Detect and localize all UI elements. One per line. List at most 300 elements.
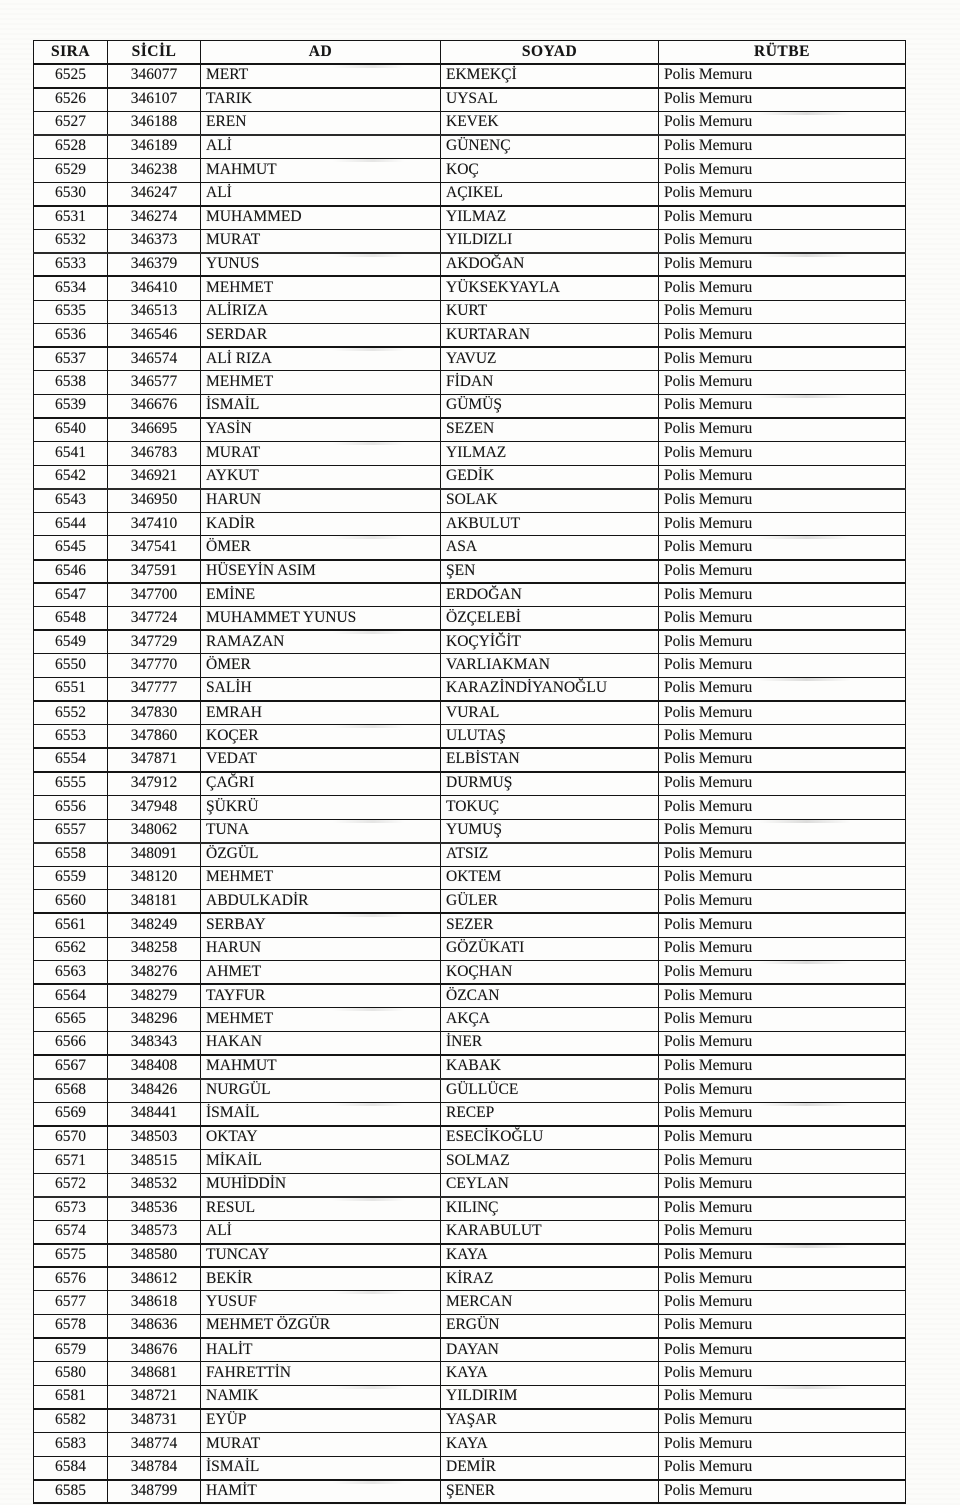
cell-rutbe: Polis Memuru	[659, 442, 906, 466]
cell-sicil: 348580	[108, 1244, 201, 1268]
cell-rutbe: Polis Memuru	[659, 512, 906, 536]
cell-ad: KADİR	[201, 512, 441, 536]
cell-sicil: 348681	[108, 1362, 201, 1386]
cell-ad: MEHMET	[201, 276, 441, 300]
cell-ad: İSMAİL	[201, 1102, 441, 1126]
cell-ad: MEHMET ÖZGÜR	[201, 1315, 441, 1339]
cell-sicil: 347700	[108, 583, 201, 607]
table-row	[34, 725, 906, 749]
cell-rutbe: Polis Memuru	[659, 1291, 906, 1315]
cell-ad: ALİRIZA	[201, 300, 441, 324]
cell-sira: 6559	[34, 866, 108, 890]
cell-ad: HARUN	[201, 489, 441, 513]
cell-ad: EREN	[201, 111, 441, 135]
cell-rutbe: Polis Memuru	[659, 961, 906, 985]
table-row	[34, 1220, 906, 1244]
cell-rutbe: Polis Memuru	[659, 206, 906, 230]
cell-ad: ŞÜKRÜ	[201, 796, 441, 820]
cell-sira: 6570	[34, 1126, 108, 1150]
cell-sicil: 346513	[108, 300, 201, 324]
cell-sicil: 348296	[108, 1008, 201, 1032]
cell-sira: 6535	[34, 300, 108, 324]
cell-sira: 6537	[34, 347, 108, 371]
cell-rutbe: Polis Memuru	[659, 394, 906, 418]
table-row	[34, 229, 906, 253]
cell-ad: YUNUS	[201, 253, 441, 277]
cell-soyad: OKTEM	[441, 866, 659, 890]
cell-sicil: 347541	[108, 536, 201, 560]
cell-soyad: AKÇA	[441, 1008, 659, 1032]
cell-soyad: ÖZCAN	[441, 984, 659, 1008]
table-row	[34, 1079, 906, 1103]
table-row	[34, 512, 906, 536]
cell-sicil: 347912	[108, 772, 201, 796]
cell-soyad: EKMEKÇİ	[441, 64, 659, 88]
cell-sira: 6547	[34, 583, 108, 607]
cell-soyad: AKDOĞAN	[441, 253, 659, 277]
cell-sicil: 348258	[108, 937, 201, 961]
cell-ad: MUHAMMET YUNUS	[201, 607, 441, 631]
table-row	[34, 253, 906, 277]
cell-ad: AYKUT	[201, 465, 441, 489]
table-row	[34, 394, 906, 418]
cell-ad: RAMAZAN	[201, 630, 441, 654]
table-row	[34, 1267, 906, 1291]
cell-sicil: 346373	[108, 229, 201, 253]
table-row	[34, 796, 906, 820]
table-row	[34, 324, 906, 348]
table-row	[34, 418, 906, 442]
cell-sicil: 347948	[108, 796, 201, 820]
cell-rutbe: Polis Memuru	[659, 135, 906, 159]
cell-soyad: TOKUÇ	[441, 796, 659, 820]
cell-soyad: SOLMAZ	[441, 1149, 659, 1173]
cell-sira: 6581	[34, 1385, 108, 1409]
cell-soyad: VURAL	[441, 701, 659, 725]
cell-soyad: KARAZİNDİYANOĞLU	[441, 678, 659, 702]
cell-sira: 6530	[34, 182, 108, 206]
cell-rutbe: Polis Memuru	[659, 1480, 906, 1504]
cell-rutbe: Polis Memuru	[659, 253, 906, 277]
table-row	[34, 135, 906, 159]
column-header-soyad: SOYAD	[441, 41, 659, 65]
cell-rutbe: Polis Memuru	[659, 630, 906, 654]
table-row	[34, 937, 906, 961]
cell-soyad: RECEP	[441, 1102, 659, 1126]
table-row	[34, 1291, 906, 1315]
table-row	[34, 560, 906, 584]
table-row	[34, 1456, 906, 1480]
cell-sicil: 347871	[108, 748, 201, 772]
cell-rutbe: Polis Memuru	[659, 678, 906, 702]
cell-sira: 6582	[34, 1409, 108, 1433]
cell-soyad: ELBİSTAN	[441, 748, 659, 772]
cell-rutbe: Polis Memuru	[659, 890, 906, 914]
cell-sicil: 348091	[108, 843, 201, 867]
cell-sicil: 347591	[108, 560, 201, 584]
cell-sira: 6533	[34, 253, 108, 277]
cell-soyad: KOÇYİĞİT	[441, 630, 659, 654]
cell-sira: 6569	[34, 1102, 108, 1126]
cell-ad: MAHMUT	[201, 1055, 441, 1079]
cell-soyad: AÇIKEL	[441, 182, 659, 206]
cell-ad: VEDAT	[201, 748, 441, 772]
table-row	[34, 843, 906, 867]
cell-rutbe: Polis Memuru	[659, 1126, 906, 1150]
cell-rutbe: Polis Memuru	[659, 1385, 906, 1409]
cell-sicil: 348676	[108, 1338, 201, 1362]
cell-rutbe: Polis Memuru	[659, 772, 906, 796]
cell-sira: 6585	[34, 1480, 108, 1504]
column-header-sira: SIRA	[34, 41, 108, 65]
cell-soyad: ASA	[441, 536, 659, 560]
cell-rutbe: Polis Memuru	[659, 701, 906, 725]
cell-soyad: KOÇ	[441, 158, 659, 182]
cell-sicil: 348532	[108, 1173, 201, 1197]
table-row	[34, 1055, 906, 1079]
table-row	[34, 347, 906, 371]
cell-sira: 6536	[34, 324, 108, 348]
cell-sicil: 348612	[108, 1267, 201, 1291]
cell-sicil: 346107	[108, 88, 201, 112]
cell-ad: MEHMET	[201, 1008, 441, 1032]
cell-sira: 6526	[34, 88, 108, 112]
cell-soyad: SEZEN	[441, 418, 659, 442]
cell-ad: HAKAN	[201, 1031, 441, 1055]
cell-soyad: ERDOĞAN	[441, 583, 659, 607]
cell-rutbe: Polis Memuru	[659, 1055, 906, 1079]
table-row	[34, 489, 906, 513]
table-row	[34, 1409, 906, 1433]
cell-rutbe: Polis Memuru	[659, 158, 906, 182]
cell-ad: ALİ	[201, 135, 441, 159]
cell-sicil: 346189	[108, 135, 201, 159]
cell-sicil: 346410	[108, 276, 201, 300]
table-row	[34, 158, 906, 182]
cell-sicil: 347777	[108, 678, 201, 702]
cell-sicil: 346676	[108, 394, 201, 418]
cell-sicil: 348408	[108, 1055, 201, 1079]
cell-ad: NAMIK	[201, 1385, 441, 1409]
cell-sira: 6568	[34, 1079, 108, 1103]
table-row	[34, 654, 906, 678]
table-row	[34, 1126, 906, 1150]
cell-rutbe: Polis Memuru	[659, 1433, 906, 1457]
cell-sira: 6531	[34, 206, 108, 230]
cell-soyad: YILDIRIM	[441, 1385, 659, 1409]
cell-soyad: GÖZÜKATI	[441, 937, 659, 961]
cell-soyad: DEMİR	[441, 1456, 659, 1480]
cell-sira: 6574	[34, 1220, 108, 1244]
cell-sira: 6554	[34, 748, 108, 772]
cell-ad: ALİ RIZA	[201, 347, 441, 371]
column-header-rutbe: RÜTBE	[659, 41, 906, 65]
cell-rutbe: Polis Memuru	[659, 300, 906, 324]
cell-sira: 6561	[34, 913, 108, 937]
cell-rutbe: Polis Memuru	[659, 984, 906, 1008]
cell-soyad: İNER	[441, 1031, 659, 1055]
cell-soyad: ŞEN	[441, 560, 659, 584]
cell-rutbe: Polis Memuru	[659, 937, 906, 961]
table-row	[34, 1008, 906, 1032]
cell-rutbe: Polis Memuru	[659, 324, 906, 348]
cell-soyad: SOLAK	[441, 489, 659, 513]
cell-rutbe: Polis Memuru	[659, 1079, 906, 1103]
table-row	[34, 276, 906, 300]
cell-soyad: KARABULUT	[441, 1220, 659, 1244]
cell-rutbe: Polis Memuru	[659, 1197, 906, 1221]
table-row	[34, 772, 906, 796]
cell-sira: 6539	[34, 394, 108, 418]
cell-sira: 6548	[34, 607, 108, 631]
cell-ad: HAMİT	[201, 1480, 441, 1504]
cell-sira: 6558	[34, 843, 108, 867]
cell-sicil: 348731	[108, 1409, 201, 1433]
cell-rutbe: Polis Memuru	[659, 583, 906, 607]
cell-rutbe: Polis Memuru	[659, 276, 906, 300]
cell-ad: SERDAR	[201, 324, 441, 348]
cell-sicil: 346379	[108, 253, 201, 277]
cell-sicil: 348503	[108, 1126, 201, 1150]
cell-ad: NURGÜL	[201, 1079, 441, 1103]
table-row	[34, 678, 906, 702]
cell-ad: TAYFUR	[201, 984, 441, 1008]
cell-rutbe: Polis Memuru	[659, 1338, 906, 1362]
cell-sira: 6575	[34, 1244, 108, 1268]
cell-rutbe: Polis Memuru	[659, 347, 906, 371]
cell-sicil: 348276	[108, 961, 201, 985]
cell-rutbe: Polis Memuru	[659, 418, 906, 442]
cell-ad: MERT	[201, 64, 441, 88]
table-row	[34, 1149, 906, 1173]
cell-ad: EYÜP	[201, 1409, 441, 1433]
cell-rutbe: Polis Memuru	[659, 1244, 906, 1268]
cell-rutbe: Polis Memuru	[659, 465, 906, 489]
cell-sira: 6529	[34, 158, 108, 182]
cell-rutbe: Polis Memuru	[659, 88, 906, 112]
cell-sicil: 346577	[108, 371, 201, 395]
cell-rutbe: Polis Memuru	[659, 1173, 906, 1197]
cell-ad: MAHMUT	[201, 158, 441, 182]
cell-rutbe: Polis Memuru	[659, 913, 906, 937]
cell-ad: EMİNE	[201, 583, 441, 607]
cell-rutbe: Polis Memuru	[659, 1149, 906, 1173]
cell-sicil: 348784	[108, 1456, 201, 1480]
cell-rutbe: Polis Memuru	[659, 725, 906, 749]
table-row	[34, 206, 906, 230]
cell-ad: MİKAİL	[201, 1149, 441, 1173]
cell-soyad: YAŞAR	[441, 1409, 659, 1433]
table-row	[34, 64, 906, 88]
cell-ad: AHMET	[201, 961, 441, 985]
cell-sira: 6577	[34, 1291, 108, 1315]
cell-sicil: 346188	[108, 111, 201, 135]
cell-sicil: 347830	[108, 701, 201, 725]
cell-sira: 6571	[34, 1149, 108, 1173]
cell-sicil: 348774	[108, 1433, 201, 1457]
table-row	[34, 1385, 906, 1409]
cell-soyad: MERCAN	[441, 1291, 659, 1315]
cell-soyad: UYSAL	[441, 88, 659, 112]
table-row	[34, 583, 906, 607]
cell-ad: ÖZGÜL	[201, 843, 441, 867]
cell-sira: 6584	[34, 1456, 108, 1480]
cell-sicil: 346950	[108, 489, 201, 513]
cell-ad: SERBAY	[201, 913, 441, 937]
cell-sira: 6538	[34, 371, 108, 395]
cell-sira: 6541	[34, 442, 108, 466]
cell-sicil: 348536	[108, 1197, 201, 1221]
cell-soyad: FİDAN	[441, 371, 659, 395]
cell-ad: OKTAY	[201, 1126, 441, 1150]
table-row	[34, 88, 906, 112]
cell-sicil: 348573	[108, 1220, 201, 1244]
cell-ad: ABDULKADİR	[201, 890, 441, 914]
cell-soyad: YÜKSEKYAYLA	[441, 276, 659, 300]
cell-rutbe: Polis Memuru	[659, 1220, 906, 1244]
cell-rutbe: Polis Memuru	[659, 1315, 906, 1339]
cell-rutbe: Polis Memuru	[659, 489, 906, 513]
cell-sira: 6564	[34, 984, 108, 1008]
cell-soyad: AKBULUT	[441, 512, 659, 536]
cell-sira: 6543	[34, 489, 108, 513]
cell-ad: TUNA	[201, 819, 441, 843]
table-row	[34, 701, 906, 725]
cell-sicil: 346247	[108, 182, 201, 206]
cell-rutbe: Polis Memuru	[659, 843, 906, 867]
table-row	[34, 866, 906, 890]
cell-soyad: YILMAZ	[441, 206, 659, 230]
table-row	[34, 630, 906, 654]
cell-rutbe: Polis Memuru	[659, 1031, 906, 1055]
cell-sicil: 348343	[108, 1031, 201, 1055]
header-row	[34, 41, 906, 65]
cell-rutbe: Polis Memuru	[659, 866, 906, 890]
cell-ad: MEHMET	[201, 371, 441, 395]
cell-sira: 6578	[34, 1315, 108, 1339]
cell-ad: EMRAH	[201, 701, 441, 725]
cell-sicil: 347724	[108, 607, 201, 631]
cell-soyad: KURT	[441, 300, 659, 324]
cell-sira: 6553	[34, 725, 108, 749]
cell-soyad: GEDİK	[441, 465, 659, 489]
cell-sicil: 348249	[108, 913, 201, 937]
cell-soyad: KİRAZ	[441, 1267, 659, 1291]
cell-ad: MURAT	[201, 1433, 441, 1457]
column-header-ad: AD	[201, 41, 441, 65]
cell-sicil: 346238	[108, 158, 201, 182]
cell-soyad: SEZER	[441, 913, 659, 937]
cell-sicil: 347860	[108, 725, 201, 749]
cell-soyad: GÜLER	[441, 890, 659, 914]
cell-sira: 6525	[34, 64, 108, 88]
cell-soyad: CEYLAN	[441, 1173, 659, 1197]
cell-rutbe: Polis Memuru	[659, 796, 906, 820]
cell-soyad: KILINÇ	[441, 1197, 659, 1221]
cell-ad: ALİ	[201, 1220, 441, 1244]
cell-rutbe: Polis Memuru	[659, 560, 906, 584]
cell-sicil: 346783	[108, 442, 201, 466]
cell-sicil: 347410	[108, 512, 201, 536]
cell-sira: 6549	[34, 630, 108, 654]
cell-sira: 6555	[34, 772, 108, 796]
cell-ad: RESUL	[201, 1197, 441, 1221]
cell-sira: 6552	[34, 701, 108, 725]
cell-sira: 6560	[34, 890, 108, 914]
table-row	[34, 536, 906, 560]
cell-sicil: 348426	[108, 1079, 201, 1103]
cell-ad: HALİT	[201, 1338, 441, 1362]
cell-sira: 6567	[34, 1055, 108, 1079]
table-row	[34, 371, 906, 395]
cell-soyad: ATSIZ	[441, 843, 659, 867]
table-row	[34, 182, 906, 206]
cell-sira: 6576	[34, 1267, 108, 1291]
cell-sira: 6579	[34, 1338, 108, 1362]
cell-soyad: GÜMÜŞ	[441, 394, 659, 418]
cell-ad: MUHİDDİN	[201, 1173, 441, 1197]
table-row	[34, 1102, 906, 1126]
cell-sira: 6534	[34, 276, 108, 300]
cell-rutbe: Polis Memuru	[659, 1362, 906, 1386]
cell-sira: 6556	[34, 796, 108, 820]
cell-ad: HÜSEYİN ASIM	[201, 560, 441, 584]
cell-soyad: KEVEK	[441, 111, 659, 135]
cell-soyad: GÜNENÇ	[441, 135, 659, 159]
column-header-sicil: SİCİL	[108, 41, 201, 65]
cell-sira: 6583	[34, 1433, 108, 1457]
cell-soyad: KAYA	[441, 1433, 659, 1457]
cell-rutbe: Polis Memuru	[659, 229, 906, 253]
cell-rutbe: Polis Memuru	[659, 111, 906, 135]
cell-sira: 6532	[34, 229, 108, 253]
cell-ad: HARUN	[201, 937, 441, 961]
cell-sicil: 348515	[108, 1149, 201, 1173]
cell-ad: İSMAİL	[201, 1456, 441, 1480]
cell-soyad: KABAK	[441, 1055, 659, 1079]
table-row	[34, 1338, 906, 1362]
cell-soyad: ULUTAŞ	[441, 725, 659, 749]
table-body	[34, 64, 906, 1503]
cell-soyad: YILDIZLI	[441, 229, 659, 253]
cell-sicil: 348120	[108, 866, 201, 890]
cell-sicil: 348181	[108, 890, 201, 914]
cell-sicil: 348721	[108, 1385, 201, 1409]
cell-sicil: 346574	[108, 347, 201, 371]
cell-sicil: 348441	[108, 1102, 201, 1126]
cell-rutbe: Polis Memuru	[659, 654, 906, 678]
cell-sira: 6527	[34, 111, 108, 135]
table-row	[34, 913, 906, 937]
table-row	[34, 1315, 906, 1339]
cell-soyad: DURMUŞ	[441, 772, 659, 796]
table-row	[34, 111, 906, 135]
cell-sicil: 346695	[108, 418, 201, 442]
cell-ad: TUNCAY	[201, 1244, 441, 1268]
cell-soyad: KOÇHAN	[441, 961, 659, 985]
table-row	[34, 1173, 906, 1197]
cell-ad: MURAT	[201, 229, 441, 253]
cell-sira: 6573	[34, 1197, 108, 1221]
cell-ad: ÖMER	[201, 536, 441, 560]
cell-sira: 6562	[34, 937, 108, 961]
table-header	[34, 41, 906, 65]
cell-soyad: GÜLLÜCE	[441, 1079, 659, 1103]
cell-rutbe: Polis Memuru	[659, 1409, 906, 1433]
cell-soyad: KURTARAN	[441, 324, 659, 348]
table-row	[34, 748, 906, 772]
cell-sicil: 346274	[108, 206, 201, 230]
